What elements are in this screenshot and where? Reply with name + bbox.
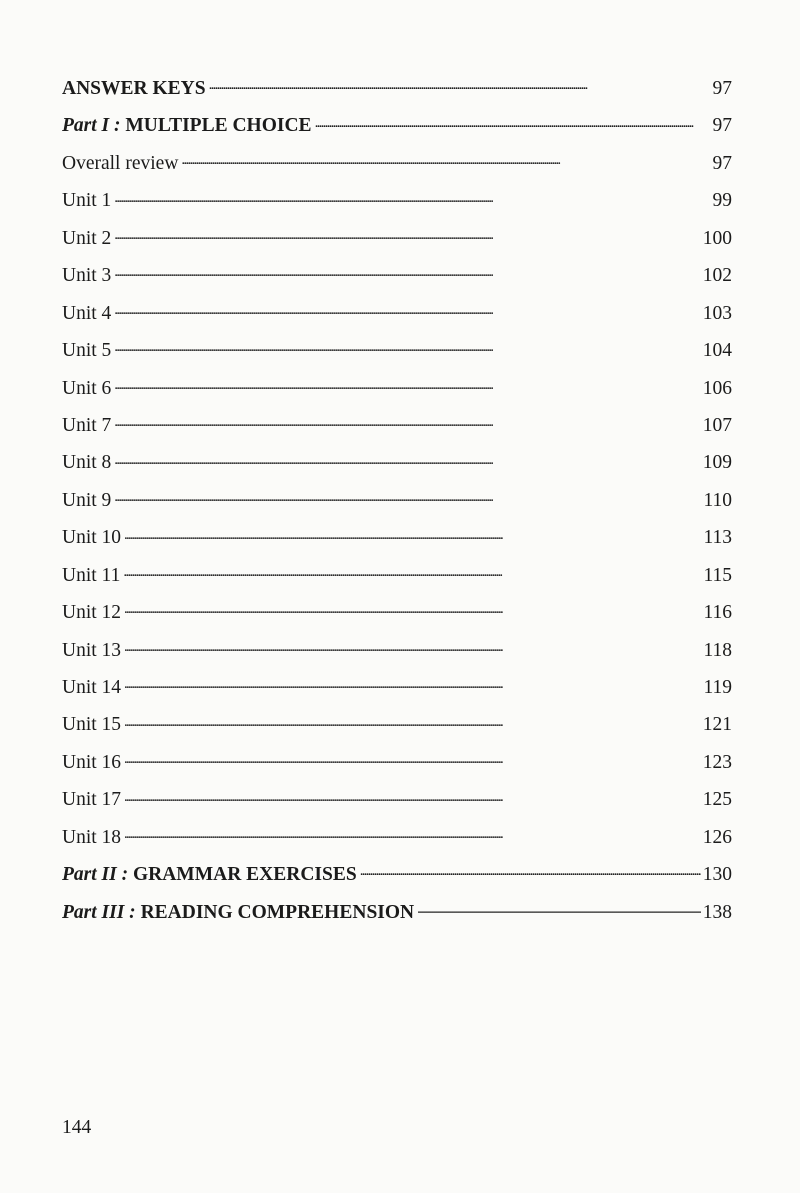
toc-entry-page: 126 (702, 826, 732, 848)
toc-entry-unit (62, 744, 732, 781)
toc-entry-label: Unit 2 (62, 227, 112, 249)
toc-entry-label: Unit 1 (62, 190, 112, 212)
toc-entry-page: 121 (702, 714, 732, 736)
toc-entry-page: 119 (703, 677, 732, 698)
toc-entry-page: 97 (712, 152, 732, 174)
part-title: READING COMPREHENSION (140, 901, 415, 923)
dot-leader (417, 898, 701, 918)
toc-entry-part-3 (62, 894, 732, 931)
dot-leader (114, 374, 700, 394)
toc-entry-page: 107 (702, 414, 732, 436)
dot-leader (360, 861, 701, 881)
toc-entry-page: 118 (703, 639, 732, 661)
toc-entry-page: 104 (702, 340, 732, 362)
dot-leader (124, 674, 701, 694)
toc-entry-page: 130 (702, 864, 732, 886)
toc-entry-page: 106 (702, 377, 732, 399)
toc-entry-unit (62, 482, 732, 519)
toc-entry-unit (62, 781, 732, 818)
dot-leader (123, 561, 701, 581)
toc-entry-answer-keys (62, 70, 732, 107)
toc-entry-label: Unit 16 (62, 751, 122, 773)
part-number: Part III : (62, 901, 136, 923)
toc-entry-label: Unit 10 (62, 527, 122, 549)
toc-entry-unit (62, 182, 732, 219)
dot-leader (315, 112, 711, 132)
dot-leader (114, 187, 710, 207)
toc-entry-label: Unit 11 (62, 564, 121, 586)
toc-entry-unit (62, 407, 732, 444)
dot-leader (124, 599, 701, 619)
dot-leader (124, 748, 701, 768)
toc-entry-label: Unit 4 (62, 302, 112, 324)
toc-entry-page: 102 (702, 265, 732, 287)
toc-entry-page: 100 (702, 227, 732, 249)
toc-entry-unit (62, 295, 732, 332)
toc-entry-label: Unit 5 (62, 340, 112, 362)
part-number: Part I : (62, 115, 121, 137)
toc-entry-unit (62, 632, 732, 669)
toc-entry-page: 113 (703, 527, 732, 549)
toc-entry-label: Unit 15 (62, 714, 122, 736)
toc-entry-label: Unit 18 (62, 826, 122, 848)
dot-leader (114, 486, 701, 506)
dot-leader (124, 524, 701, 544)
toc-entry-label (62, 107, 314, 144)
toc-entry-page: 103 (702, 302, 732, 324)
toc-entry-label: Unit 6 (62, 377, 112, 399)
toc-entry-overall-review (62, 145, 732, 182)
toc-entry-label (62, 894, 416, 931)
toc-entry-page: 115 (703, 564, 732, 586)
toc-entry-page: 110 (703, 489, 732, 511)
dot-leader (114, 224, 700, 244)
dot-leader (114, 262, 700, 282)
toc-entry-label: Unit 12 (62, 602, 122, 624)
toc-entry-page: 97 (712, 78, 732, 99)
toc-entry-unit (62, 519, 732, 556)
toc-entry-part-2 (62, 856, 732, 893)
toc-entry-unit (62, 444, 732, 481)
dot-leader (209, 75, 711, 95)
dot-leader (114, 449, 700, 469)
toc-entry-unit (62, 819, 732, 856)
toc-entry-label: Unit 17 (62, 789, 122, 811)
dot-leader (124, 786, 701, 806)
toc-entry-label: Unit 13 (62, 639, 122, 661)
toc-entry-unit (62, 557, 732, 594)
toc-entry-page: 109 (702, 452, 732, 474)
table-of-contents (62, 70, 732, 931)
toc-entry-unit (62, 257, 732, 294)
dot-leader (124, 823, 701, 843)
part-title: GRAMMAR EXERCISES (132, 864, 357, 886)
toc-entry-page: 125 (702, 789, 732, 811)
toc-entry-label: Unit 9 (62, 489, 112, 511)
dot-leader (124, 636, 701, 656)
part-title: MULTIPLE CHOICE (125, 115, 312, 137)
toc-entry-unit (62, 332, 732, 369)
toc-entry-unit (62, 669, 732, 706)
dot-leader (114, 411, 700, 431)
part-number: Part II : (62, 864, 129, 886)
toc-entry-label: ANSWER KEYS (62, 78, 206, 99)
toc-entry-page: 116 (703, 602, 732, 624)
toc-entry-page: 123 (702, 751, 732, 773)
toc-entry-unit (62, 706, 732, 743)
toc-entry-label: Overall review (62, 152, 179, 174)
toc-entry-label: Unit 8 (62, 452, 112, 474)
toc-entry-unit (62, 220, 732, 257)
toc-entry-label: Unit 14 (62, 677, 122, 698)
toc-entry-part-1 (62, 107, 732, 144)
toc-entry-label (62, 856, 359, 893)
dot-leader (124, 711, 701, 731)
toc-entry-label: Unit 3 (62, 265, 112, 287)
toc-entry-unit (62, 594, 732, 631)
dot-leader (114, 299, 700, 319)
toc-entry-unit (62, 370, 732, 407)
dot-leader (114, 337, 700, 357)
page-number: 144 (62, 1117, 92, 1138)
toc-entry-page: 99 (712, 190, 732, 212)
toc-entry-page: 138 (702, 901, 732, 923)
dot-leader (181, 149, 710, 169)
toc-entry-label: Unit 7 (62, 414, 112, 436)
toc-entry-page: 97 (712, 115, 732, 137)
